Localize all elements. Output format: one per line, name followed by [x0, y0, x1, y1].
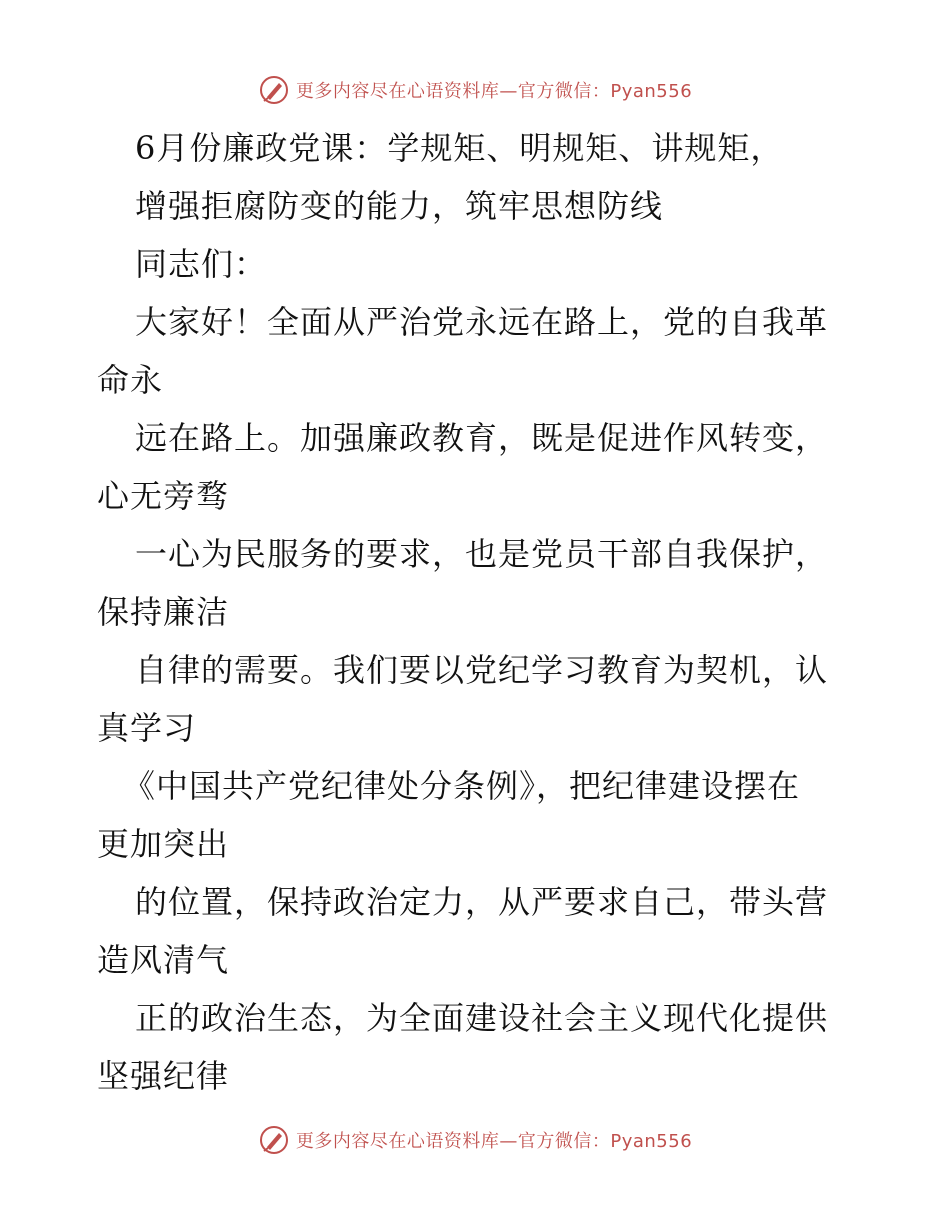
paragraph-line: 的位置，保持政治定力，从严要求自己，带头营	[135, 883, 829, 921]
banner-text: 更多内容尽在心语资料库—官方微信：Pyan556	[295, 1131, 693, 1152]
paragraph-line: 正的政治生态，为全面建设社会主义现代化提供	[135, 999, 829, 1037]
header-banner	[0, 70, 950, 110]
title-line-1: 6月份廉政党课：学规矩、明规矩、讲规矩，	[135, 129, 784, 167]
paragraph-line: 命永	[97, 361, 164, 399]
paragraph-line: 真学习	[97, 709, 197, 747]
paragraph-line: 一心为民服务的要求，也是党员干部自我保护，	[135, 535, 829, 573]
paragraph-line: 造风清气	[97, 941, 230, 979]
footer-banner	[0, 1120, 950, 1160]
paragraph-line: 远在路上。加强廉政教育，既是促进作风转变，	[135, 419, 829, 457]
paragraph-line: 大家好！全面从严治党永远在路上，党的自我革	[135, 303, 829, 341]
paragraph-line: 坚强纪律	[97, 1057, 230, 1095]
banner-text: 更多内容尽在心语资料库—官方微信：Pyan556	[295, 81, 693, 102]
paragraph-line: 心无旁骛	[97, 477, 230, 515]
paragraph-line: 《中国共产党纪律处分条例》，把纪律建设摆在	[123, 767, 801, 805]
paragraph-line: 保持廉洁	[97, 593, 230, 631]
paragraph-line: 更加突出	[97, 825, 230, 863]
title-line-2: 增强拒腐防变的能力，筑牢思想防线	[135, 187, 664, 225]
salutation: 同志们：	[135, 245, 268, 283]
pen-logo-icon	[258, 1124, 290, 1156]
pen-logo-icon	[258, 74, 290, 106]
paragraph-line: 自律的需要。我们要以党纪学习教育为契机，认	[135, 651, 829, 689]
